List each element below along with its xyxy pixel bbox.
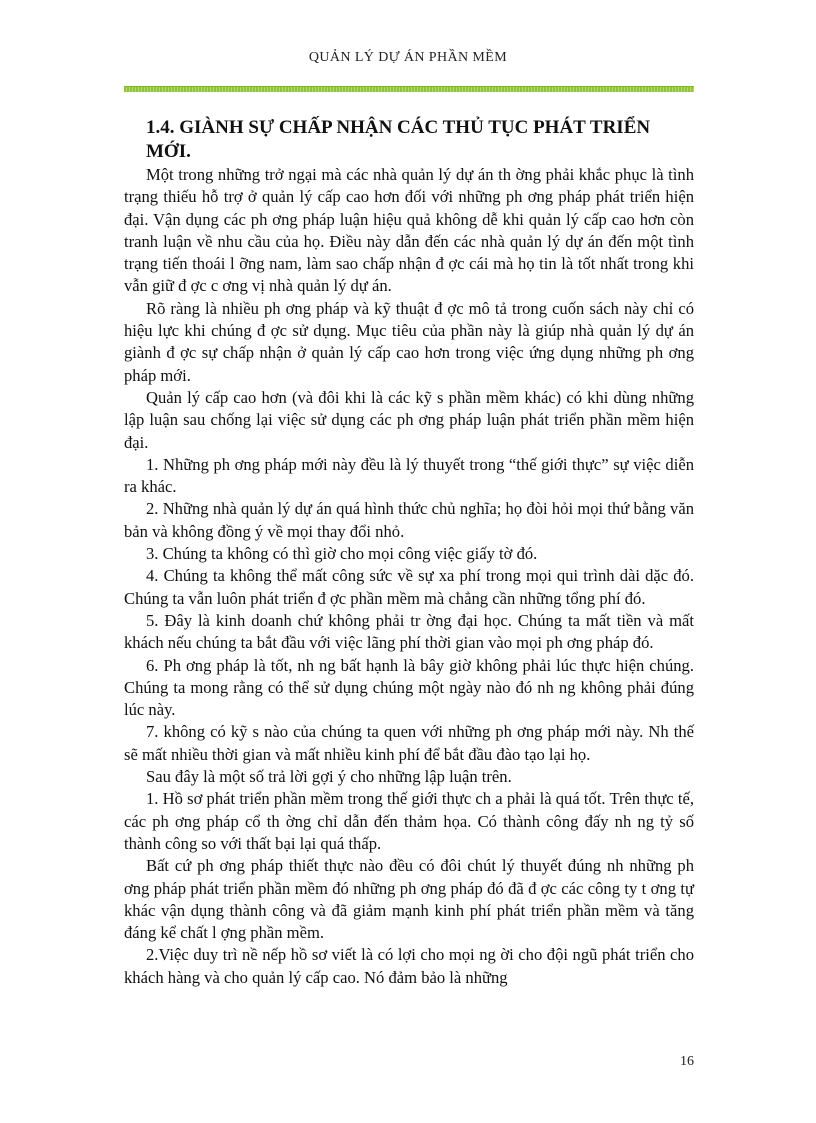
- paragraph: Rõ ràng là nhiều ph ơng pháp và kỹ thuật đ ợc mô tả trong cuốn sách này chỉ có hiệu lực khi chúng đ ợc sử dụng. Mục tiêu của phần này là giúp nhà quản lý dự án giành đ ợc sự chấp nhận ở quản lý cấp cao hơn trong việc ứng dụng những ph ơng pháp mới.: [124, 298, 694, 385]
- section-heading: 1.4. GIÀNH SỰ CHẤP NHẬN CÁC THỦ TỤC PHÁT TRIỂN MỚI.: [146, 117, 651, 162]
- paragraph: Quản lý cấp cao hơn (và đôi khi là các kỹ s phần mềm khác) có khi dùng những lập luận sau chống lại việc sử dụng các ph ơng pháp luận phát triển phần mềm hiện đại.: [124, 387, 694, 452]
- list-item: 1. Những ph ơng pháp mới này đều là lý thuyết trong “thế giới thực” sự việc diễn ra khác.: [124, 454, 694, 497]
- page-number: 16: [680, 1054, 694, 1069]
- paragraph: Một trong những trở ngại mà các nhà quản lý dự án th ờng phải khắc phục là tình trạng thiếu hỗ trợ ở quản lý cấp cao hơn đối với những ph ơng pháp phát triển hiện đại. Vận dụng các ph ơng pháp luận hiệu quả không dễ khi quản lý cấp cao hơn còn tranh luận về nhu cầu của họ. Điều này dẫn đến các nhà quản lý dự án đến một tình trạng tiến thoái l ỡng nam, làm sao chấp nhận đ ợc cái mà họ tin là tốt nhất trong khi vẫn giữ đ ợc c ơng vị nhà quản lý dự án.: [124, 165, 694, 296]
- running-header: QUẢN LÝ DỰ ÁN PHẦN MỀM: [308, 50, 508, 65]
- list-item: 3. Chúng ta không có thì giờ cho mọi công việc giấy tờ đó.: [146, 544, 538, 564]
- list-item: 1. Hồ sơ phát triển phần mềm trong thế giới thực ch a phải là quá tốt. Trên thực tế, các ph ơng pháp cổ th ờng chỉ dẫn đến thảm họa. Có thành công đấy nh ng tỷ số thành công so với thất bại lại quá thấp.: [124, 789, 694, 853]
- paragraph: Bất cứ ph ơng pháp thiết thực nào đều có đôi chút lý thuyết đúng nh những ph ơng pháp phát triển phần mềm đó những ph ơng pháp đó đã đ ợc các công ty t ơng tự khác vận dụng thành công và đã giảm mạnh kinh phí phát triển phần mềm và tăng đáng kể chất l ợng phần mềm.: [124, 856, 694, 943]
- list-item: 6. Ph ơng pháp là tốt, nh ng bất hạnh là bây giờ không phải lúc thực hiện chúng. Chúng ta mong rằng có thể sử dụng chúng một ngày nào đó nh ng không phải đúng lúc này.: [124, 655, 694, 720]
- list-item: 2. Những nhà quản lý dự án quá hình thức chủ nghĩa; họ đòi hỏi mọi thứ bằng văn bản và không đồng ý về mọi thay đổi nhỏ.: [124, 499, 694, 541]
- list-item: 7. không có kỹ s nào của chúng ta quen với những ph ơng pháp mới này. Nh thế sẽ mất nhiều thời gian và mất nhiều kinh phí để bắt đầu đào tạo lại họ.: [124, 722, 694, 764]
- list-item: 4. Chúng ta không thể mất công sức về sự xa phí trong mọi qui trình dài dặc đó. Chúng ta vẫn luôn phát triển đ ợc phần mềm mà chẳng cần những tổng phí đó.: [124, 566, 694, 608]
- header-rule: [124, 86, 694, 92]
- list-item: 5. Đây là kinh doanh chứ không phải tr ờng đại học. Chúng ta mất tiền và mất khách nếu chúng ta bắt đầu với việc lãng phí thời gian vào mọi ph ơng pháp đó.: [124, 610, 694, 653]
- page-body: [124, 116, 694, 989]
- paragraph: Sau đây là một số trả lời gợi ý cho những lập luận trên.: [146, 767, 512, 787]
- list-item: 2.Việc duy trì nề nếp hồ sơ viết là có lợi cho mọi ng ời cho đội ngũ phát triển cho khách hàng và cho quản lý cấp cao. Nó đảm bảo là những: [124, 945, 694, 987]
